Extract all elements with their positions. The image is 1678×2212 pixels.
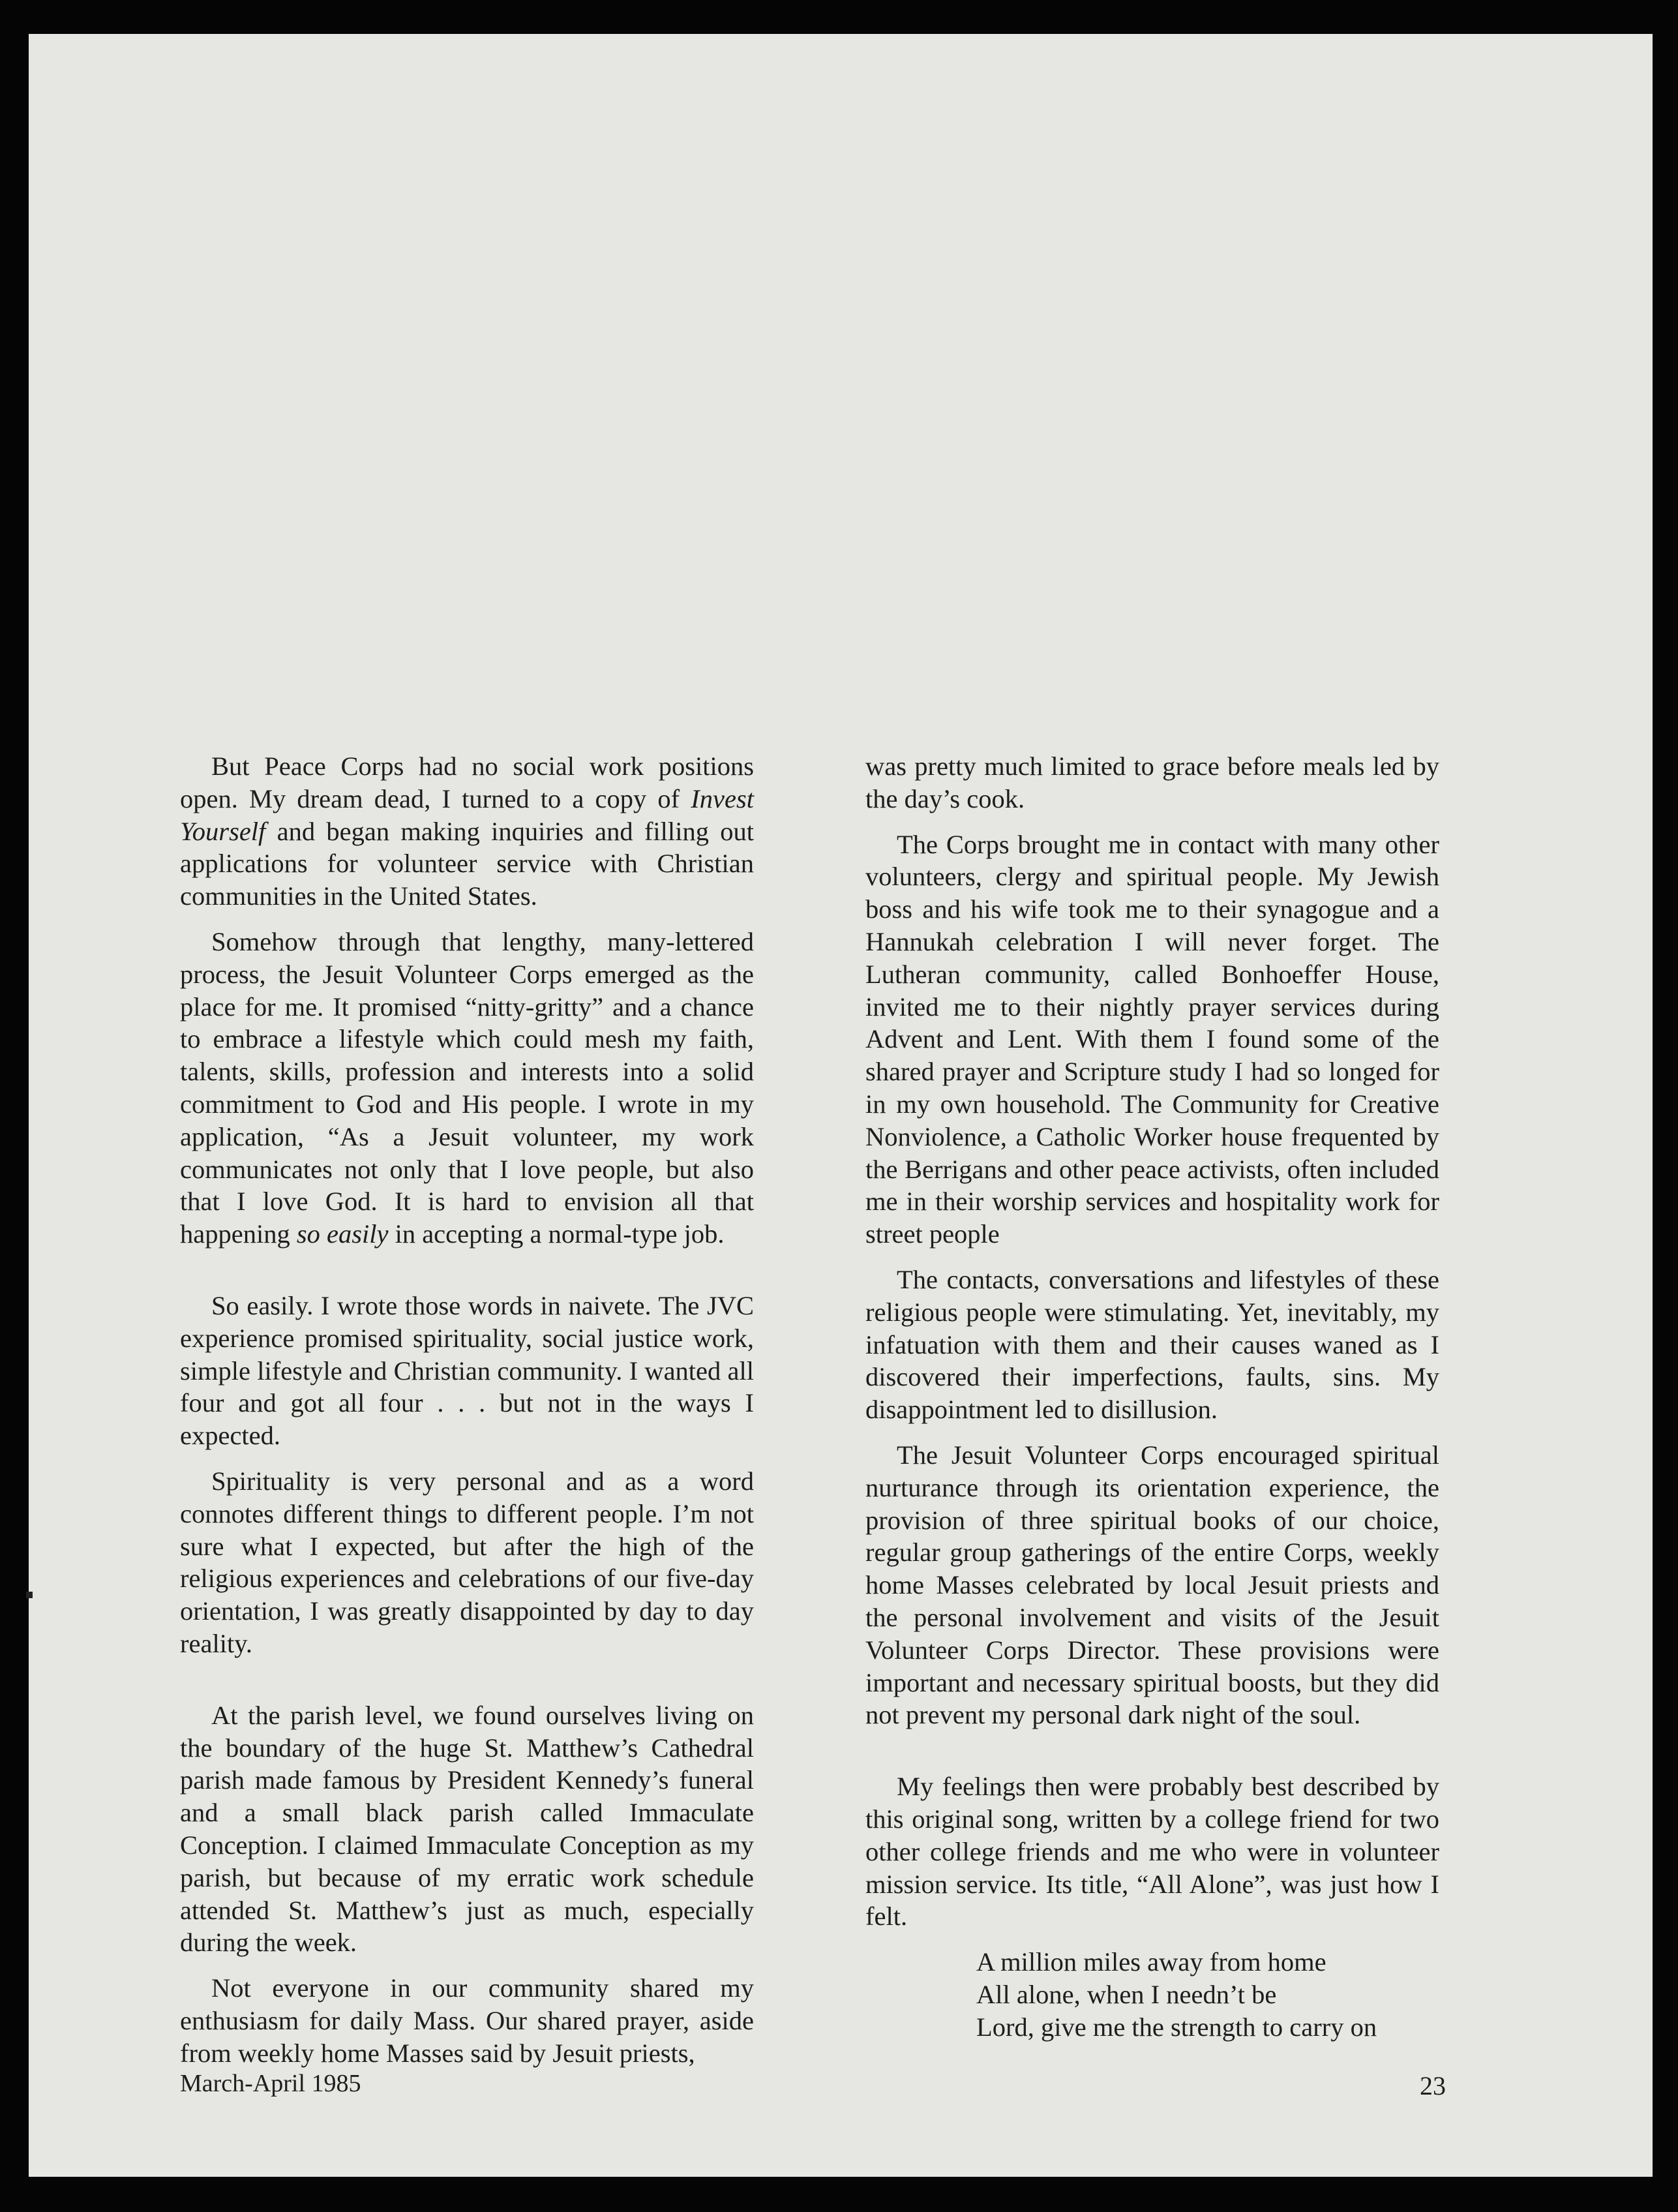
paragraph <box>865 1439 1439 1731</box>
text-run: Somehow through that lengthy, many-lettered process, the Jesuit Volunteer Corps emerged as the place for me. It promised “nitty-gritty” and a chance to embrace a lifestyle which could mesh my faith, talents, skills, profession and interests into a solid commitment to God and His people. I wrote in my application, “As a Jesuit volunteer, my work communicates not only that I love people, but also that I love God. It is hard to envision all that happening <box>180 926 754 1249</box>
text-run: and began making inquiries and filling out applications for volunteer service with Christian communities in the United States. <box>180 816 754 911</box>
paragraph <box>180 1290 754 1452</box>
issue-date: March-April 1985 <box>180 2070 361 2097</box>
text-run: The Corps brought me in contact with many other volunteers, clergy and spiritual people. My Jewish boss and his wife took me to their synagogue and a Hannukah celebration I will never forget. The Lutheran community, called Bonhoeffer House, invited me to their nightly prayer services during Advent and Lent. With them I found some of the shared prayer and Scripture study I had so longed for in my own household. The Community for Creative Nonviolence, a Catholic Worker house frequented by the Berrigans and other peace activists, often included me in their worship services and hospitality work for street people <box>865 829 1439 1249</box>
text-run: So easily. I wrote those words in naivete. The JVC experience promised spirituality, social justice work, simple lifestyle and Christian community. I wanted all four and got all four . . . but not in the ways I expected. <box>180 1290 754 1451</box>
paragraph <box>180 1972 754 2069</box>
text-run: was pretty much limited to grace before meals led by the day’s cook. <box>865 751 1439 813</box>
left-column <box>180 750 754 2082</box>
scan-edge-mark <box>26 1592 33 1598</box>
paragraph <box>180 750 754 913</box>
paragraph <box>865 828 1439 1250</box>
text-run: At the parish level, we found ourselves living on the boundary of the huge St. Matthew’s Cathedral parish made famous by President Kennedy’s funeral and a small black parish called Immaculate Conception. I claimed Immaculate Conception as my parish, but because of my erratic work schedule attended St. Matthew’s just as much, especially during the week. <box>180 1700 754 1958</box>
paragraph <box>865 1770 1439 1933</box>
italic-text: so easily <box>296 1219 389 1249</box>
text-run: The contacts, conversations and lifestyles of these religious people were stimulating. Yet, inevitably, my infatuation with them and their causes waned as I discovered their imperfections, faults, sins. My disappointment led to disillusion. <box>865 1264 1439 1425</box>
song-verse <box>865 1946 1439 2043</box>
text-run: in accepting a normal-type job. <box>388 1219 725 1249</box>
text-run: My feelings then were probably best described by this original song, written by a college friend for two other college friends and me who were in volunteer mission service. Its title, “All Alone”, was just how I felt. <box>865 1772 1439 1932</box>
verse-line: Lord, give me the strength to carry on <box>976 2012 1377 2042</box>
page-number: 23 <box>1420 2071 1446 2100</box>
paragraph <box>180 926 754 1250</box>
magazine-page <box>29 34 1653 2177</box>
paragraph <box>180 1465 754 1660</box>
right-column <box>865 750 1439 2043</box>
paragraph <box>865 1264 1439 1426</box>
paragraph <box>180 1699 754 1959</box>
italic-text: Invest Yourself <box>180 783 754 846</box>
paragraph <box>865 750 1439 815</box>
verse-line: A million miles away from home <box>976 1947 1326 1977</box>
verse-line: All alone, when I needn’t be <box>976 1979 1277 2009</box>
text-run: The Jesuit Volunteer Corps encouraged spiritual nurturance through its orientation experience, the provision of three spiritual books of our choice, regular group gatherings of the entire Corps, weekly home Masses celebrated by local Jesuit priests and the personal involvement and visits of the Jesuit Volunteer Corps Director. These provisions were important and necessary spiritual boosts, but they did not prevent my personal dark night of the soul. <box>865 1440 1439 1730</box>
text-run: Spirituality is very personal and as a word connotes different things to different people. I’m not sure what I expected, but after the high of the religious experiences and celebrations of our five-day orientation, I was greatly disappointed by day to day reality. <box>180 1466 754 1658</box>
text-run: But Peace Corps had no social work positions open. My dream dead, I turned to a copy of <box>180 751 754 813</box>
right-column-paragraphs <box>865 750 1439 1933</box>
text-run: Not everyone in our community shared my enthusiasm for daily Mass. Our shared prayer, aside from weekly home Masses said by Jesuit priests, <box>180 1973 754 2068</box>
